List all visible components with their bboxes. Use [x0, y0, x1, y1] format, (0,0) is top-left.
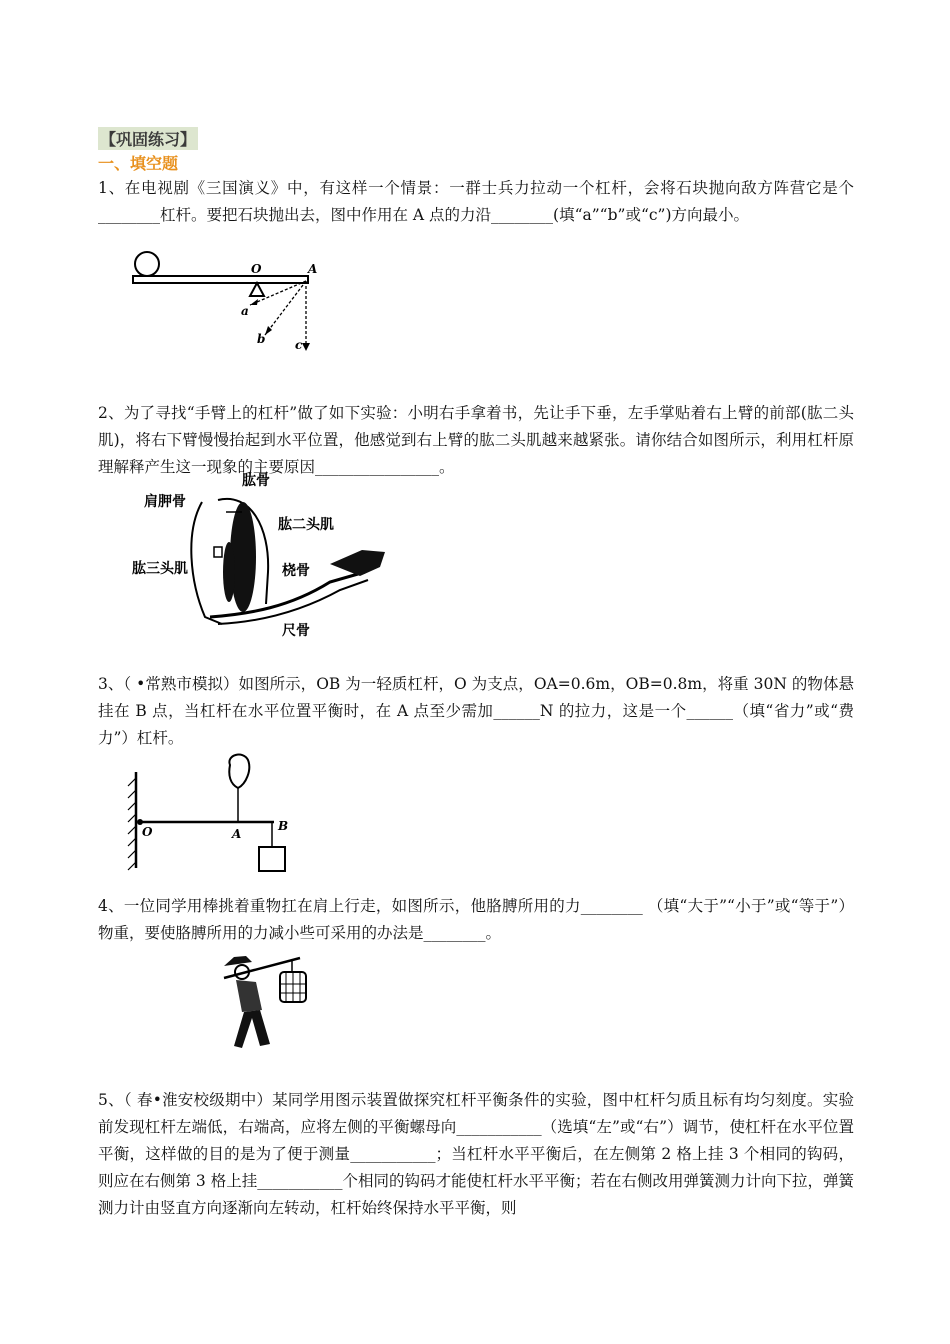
label-biceps: 肱二头肌	[278, 517, 334, 533]
section-title: 【巩固练习】	[98, 127, 198, 150]
weight-box	[259, 847, 285, 871]
fulcrum	[250, 283, 264, 296]
legs	[234, 1010, 270, 1048]
label-radius: 桡骨	[282, 563, 310, 579]
label-o: O	[142, 825, 153, 839]
question-1-text: 1、在电视剧《三国演义》中，有这样一个情景：一群士兵力拉动一个杠杆，会将石块抛向敌方阵营它是个________杠杆。要把石块抛出去，图中作用在 A 点的力沿________(填“a”“b”或“c”)方向最小。	[98, 179, 854, 224]
stone	[135, 252, 159, 276]
question-2-figure	[130, 472, 395, 640]
question-4-figure	[212, 948, 312, 1058]
label-humerus: 肱骨	[242, 473, 270, 489]
question-3-text: 3、（ •常熟市模拟）如图所示，OB 为一轻质杠杆，O 为支点，OA=0.6m，OB=0.8m，将重 30N 的物体悬挂在 B 点，当杠杆在水平位置平衡时，在 A 点至少需加______N 的拉力，这是一个______（填“省力”或“费力”）杠杆。	[98, 675, 854, 747]
label-b: B	[278, 819, 289, 833]
label-scapula: 肩胛骨	[144, 494, 186, 510]
label-o: O	[251, 262, 262, 276]
label-a: A	[232, 827, 242, 841]
label-a: a	[241, 304, 249, 318]
section-subtitle: 一、填空题	[98, 154, 179, 173]
question-3-figure	[118, 750, 303, 880]
label-triceps: 肱三头肌	[132, 561, 188, 577]
hat	[224, 956, 252, 966]
question-4-text: 4、一位同学用棒挑着重物扛在肩上行走，如图所示，他胳膊所用的力________ （填“大于”“小于”或“等于”）物重，要使胳膊所用的力减小些可采用的办法是________。	[98, 897, 854, 942]
question-1-figure	[130, 247, 330, 357]
label-ulna: 尺骨	[282, 623, 310, 639]
label-b: b	[257, 332, 266, 346]
question-5-text: 5、（ 春•淮安校级期中）某同学用图示装置做探究杠杆平衡条件的实验，图中杠杆匀质且标有均匀刻度。实验前发现杠杆左端低，右端高，应将左侧的平衡螺母向___________（选填“左”或“右”）调节，使杠杆在水平位置平衡，这样做的目的是为了便于测量___________；当杠杆水平平衡后，在左侧第 2 格上挂 3 个相同的钩码，则应在右侧第 3 格上挂___________个相同的钩码才能使杠杆水平平衡；若在右侧改用弹簧测力计向下拉，弹簧测力计由竖直方向逐渐向左转动，杠杆始终保持水平平衡，则	[98, 1091, 855, 1217]
body	[236, 980, 262, 1012]
lever-bar	[133, 276, 308, 283]
hand	[229, 755, 249, 788]
question-2-text: 2、为了寻找“手臂上的杠杆”做了如下实验：小明右手拿着书，先让手下垂，左手掌贴着右上臂的前部(肱二头肌)，将右下臂慢慢抬起到水平位置，他感觉到右上臂的肱二头肌越来越紧张。请你结合如图所示，利用杠杆原理解释产生这一现象的主要原因________________。	[98, 404, 854, 476]
label-c: c	[295, 338, 303, 352]
label-a-point: A	[308, 262, 318, 276]
